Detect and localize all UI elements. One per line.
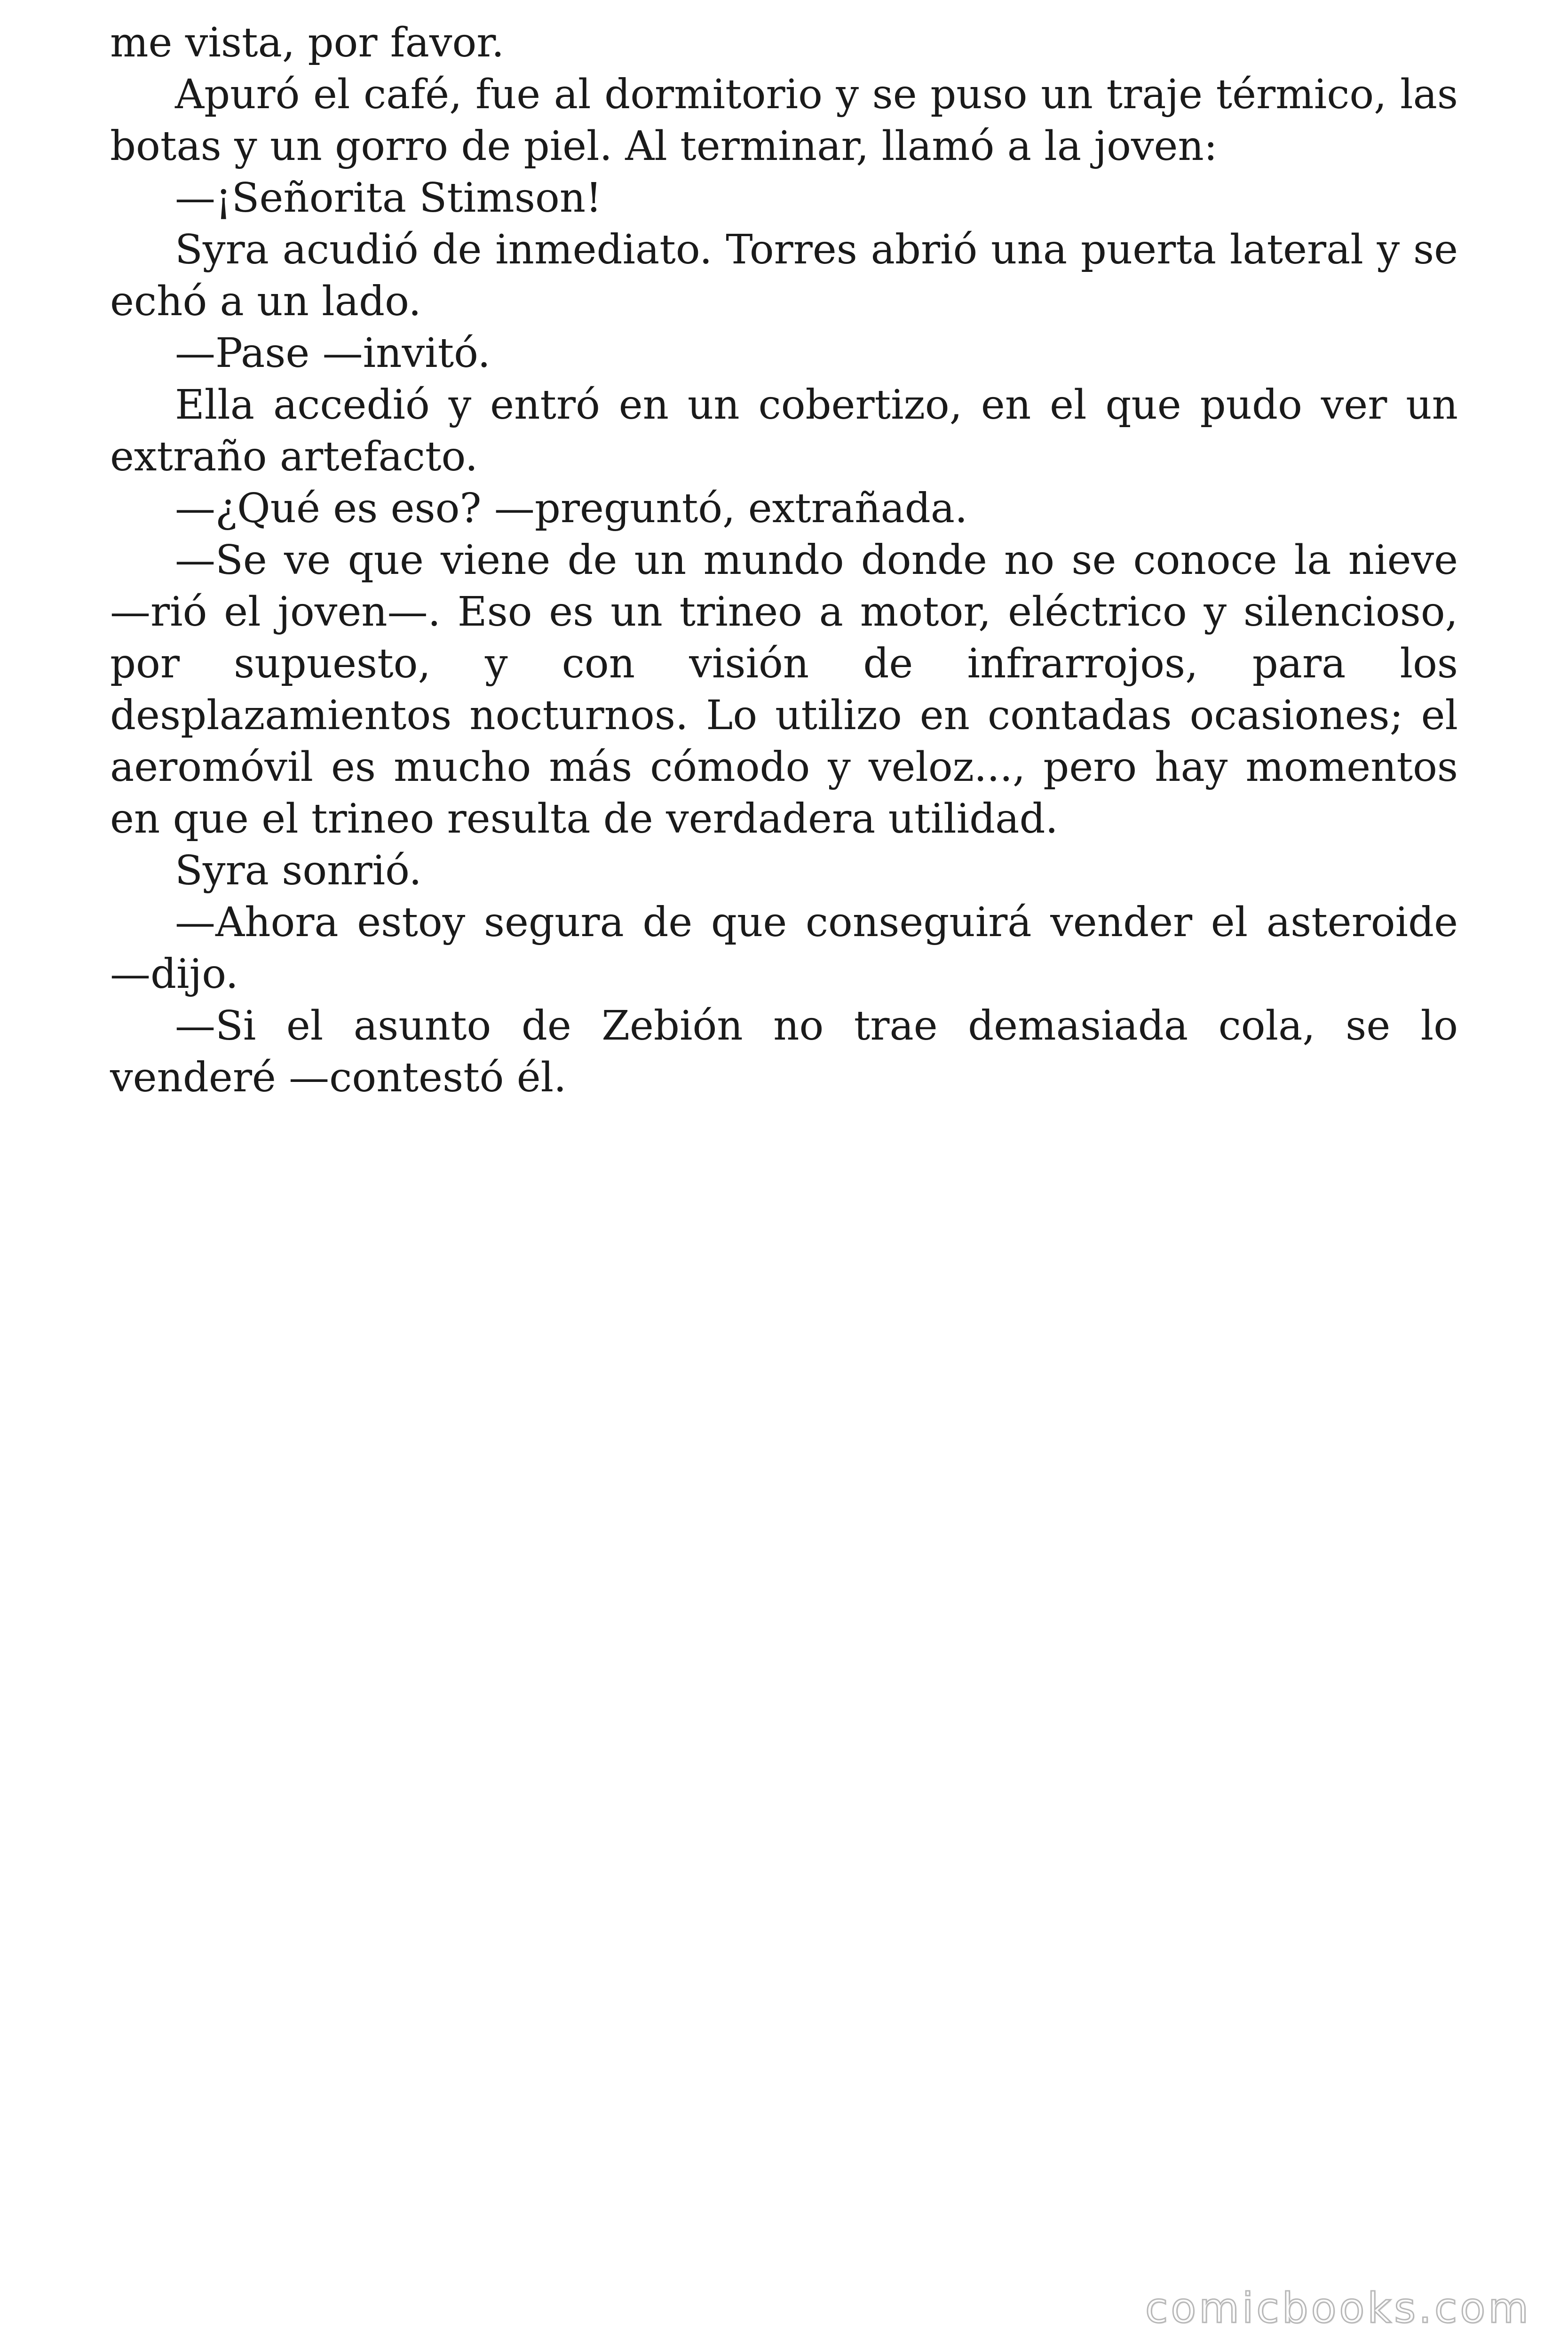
body-text xyxy=(110,17,1458,1104)
paragraph: Ella accedió y entró en un cobertizo, en el que pudo ver un extraño artefacto. xyxy=(110,381,1458,480)
paragraph: me vista, por favor. xyxy=(110,19,505,66)
paragraph: Syra sonrió. xyxy=(175,847,422,894)
paragraph: —Se ve que viene de un mundo donde no se conoce la nieve —rió el joven—. Eso es un trineo a motor, eléctrico y silencioso, por supuesto, y con visión de infrarrojos, para los desplazamientos nocturnos. Lo utilizo en contadas ocasiones; el aeromóvil es mucho más cómodo y veloz..., pero hay momentos en que el trineo resulta de verdadera utilidad. xyxy=(110,537,1458,842)
watermark: comicbooks.com xyxy=(1145,2284,1531,2332)
paragraph: —Ahora estoy segura de que conseguirá vender el asteroide —dijo. xyxy=(110,899,1458,998)
paragraph: —Pase —invitó. xyxy=(175,330,491,377)
paragraph: —Si el asunto de Zebión no trae demasiada cola, se lo venderé —contestó él. xyxy=(110,1002,1458,1101)
paragraph: —¡Señorita Stimson! xyxy=(175,175,602,222)
paragraph: Syra acudió de inmediato. Torres abrió una puerta lateral y se echó a un lado. xyxy=(110,226,1458,325)
paragraph: —¿Qué es eso? —preguntó, extrañada. xyxy=(175,485,968,532)
paragraph: Apuró el café, fue al dormitorio y se puso un traje térmico, las botas y un gorro de piel. Al terminar, llamó a la joven: xyxy=(110,71,1458,170)
